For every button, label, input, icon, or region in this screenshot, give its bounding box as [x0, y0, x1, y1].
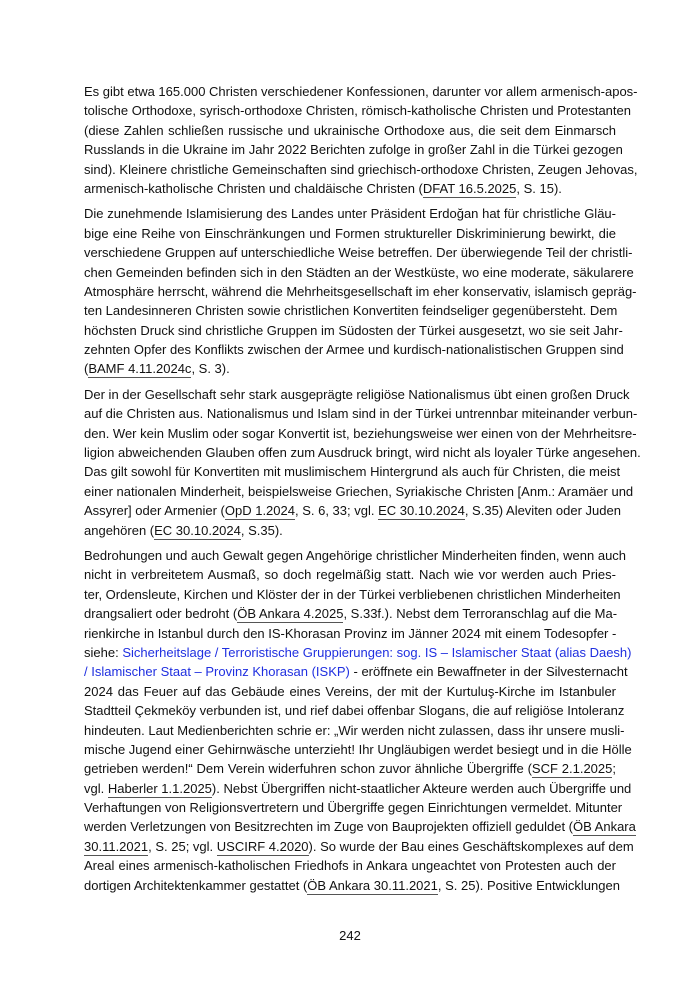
text-segment: mische Jugend einer Gehirnwäsche unterzieht! Ihr Ungläubigen werdet besiegt und in die Hölle: [84, 741, 632, 757]
text-segment: getrieben werden!“ Dem Verein widerfuhren schon zuvor ähnliche Übergriffe (: [84, 761, 532, 777]
cross-reference-link[interactable]: Sicherheitslage / Terroristische Gruppierungen: sog. IS – Islamischer Staat (alias Daesh): [122, 644, 632, 660]
text-segment: Die zunehmende Islamisierung des Landes unter Präsident Erdoğan hat für christliche Gläu-: [84, 206, 616, 222]
text-segment: sind). Kleinere christliche Gemeinschaften sind griechisch-orthodoxe Christen, Zeugen Jehovas,: [84, 161, 638, 177]
text-line: [84, 701, 625, 720]
text-line: [84, 321, 623, 340]
citation-link[interactable]: 30.11.2021: [84, 838, 149, 854]
text-line: [84, 462, 621, 481]
text-line: [84, 521, 616, 540]
text-line: [84, 101, 631, 120]
cross-reference-link[interactable]: / Islamischer Staat – Provinz Khorasan (ISKP): [84, 664, 350, 680]
paragraph: [84, 204, 637, 379]
text-line: [84, 721, 625, 740]
text-segment: siehe:: [84, 644, 123, 660]
text-segment: Russlands in die Ukraine im Jahr 2022 Berichten zufolge in großer Zahl in die Türkei gezogen: [84, 142, 623, 158]
text-segment: dortigen Architektenkammer gestattet (: [84, 877, 308, 893]
citation-link[interactable]: BAMF 4.11.2024c: [88, 361, 192, 377]
text-segment: hindeuten. Laut Medienberichten schrie er: „Wir werden nicht zulassen, dass ihr unsere musli-: [84, 722, 625, 738]
citation-link[interactable]: DFAT 16.5.2025: [422, 180, 517, 196]
text-segment: , S.35) Aleviten oder Juden: [464, 503, 621, 519]
text-segment: Areal eines armenisch-katholischen Friedhofs in Ankara ungeachtet von Protesten auch der: [84, 858, 616, 874]
text-segment: ). Nebst Übergriffen nicht-staatlicher Akteure werden auch Übergriffe und: [211, 780, 632, 796]
text-segment: armenisch-katholische Christen und chaldäische Christen (: [84, 180, 423, 196]
text-segment: bige eine Reihe von Einschränkungen und Formen struktureller Diskriminierung bewirkt, die: [84, 225, 616, 241]
text-segment: Bedrohungen und auch Gewalt gegen Angehörige christlicher Minderheiten finden, wenn auch: [84, 547, 627, 563]
citation-link[interactable]: EC 30.10.2024: [378, 503, 465, 519]
text-segment: höchsten Druck sind christliche Gruppen im Südosten der Türkei ausgesetzt, wo sie seit Jahr-: [84, 322, 623, 338]
text-line: [84, 404, 638, 423]
text-segment: nicht in verbreitetem Ausmaß, so doch regelmäßig statt. Nach wie vor werden auch Pries-: [84, 567, 616, 583]
text-segment: Es gibt etwa 165.000 Christen verschiedener Konfessionen, darunter vor allem armenisch-apos-: [84, 84, 638, 99]
text-line: [84, 301, 616, 320]
text-line: [84, 282, 637, 301]
text-line: [84, 224, 616, 243]
text-line: [84, 856, 616, 875]
text-segment: (: [84, 361, 89, 377]
text-line: [84, 546, 627, 565]
paragraph: [84, 546, 636, 895]
text-line: [84, 243, 633, 262]
text-segment: , S.35).: [240, 522, 283, 538]
citation-link[interactable]: EC 30.10.2024: [154, 522, 241, 538]
text-line: [84, 876, 620, 895]
text-line: [84, 385, 630, 404]
text-segment: zehnten Opfer des Konflikts zwischen der Armee und kurdisch-nationalistischen Gruppen sind: [84, 342, 624, 358]
citation-link[interactable]: ÖB Ankara: [573, 819, 636, 835]
text-segment: drangsaliert oder bedroht (: [84, 606, 238, 622]
text-line: [84, 121, 616, 140]
text-segment: , S. 6, 33; vgl.: [294, 503, 379, 519]
text-line: [84, 662, 628, 681]
text-line: [84, 340, 624, 359]
text-line: [84, 759, 616, 778]
text-line: [84, 585, 621, 604]
text-segment: , S. 25; vgl.: [148, 838, 217, 854]
text-segment: chen Gemeinden befinden sich in den Städten an der Westküste, wo eine moderate, säkularere: [84, 264, 634, 280]
text-line: [84, 482, 634, 501]
paragraph: [84, 82, 638, 198]
text-segment: werden Verletzungen von Besitzrechten im Zuge von Bauprojekten offiziell geduldet (: [84, 819, 573, 835]
text-segment: , S.33f.). Nebst dem Terroranschlag auf die Ma-: [343, 606, 618, 622]
text-line: [84, 817, 636, 836]
text-segment: (diese Zahlen schließen russische und ukrainische Orthodoxe aus, die seit dem Einmarsch: [84, 122, 616, 138]
text-segment: vgl.: [84, 780, 108, 796]
text-line: [84, 837, 634, 856]
text-segment: ligion abweichenden Glauben offen zum Ausdruck bringt, wird nicht als loyaler Türke angesehen.: [84, 445, 641, 461]
text-line: [84, 604, 616, 623]
text-segment: einer nationalen Minderheit, beispielsweise Griechen, Syriakische Christen [Anm.: Aramäer und: [84, 483, 634, 499]
text-segment: Verhaftungen von Religionsvertretern und Übergriffe gegen Einrichtungen vermeldet. Mitunter: [84, 800, 623, 816]
text-segment: Das gilt sowohl für Konvertiten mit muslimischem Hintergrund als auch für Christen, die meist: [84, 464, 621, 480]
text-line: [84, 798, 623, 817]
text-line: [84, 501, 621, 520]
text-segment: auf die Christen aus. Nationalismus und Islam sind in der Türkei untrennbar miteinander verbun-: [84, 406, 638, 422]
text-segment: Stadtteil Çekmeköy verbunden ist, und rief dabei offenbar Slogans, die auf religiöse Intoleranz: [84, 703, 625, 719]
text-line: [84, 443, 641, 462]
text-line: [84, 740, 632, 759]
citation-link[interactable]: ÖB Ankara 30.11.2021: [307, 877, 438, 893]
text-line: [84, 179, 616, 198]
paragraph: [84, 385, 641, 540]
text-line: [84, 140, 623, 159]
text-segment: rienkirche in Istanbul durch den IS-Khorasan Provinz im Jänner 2024 mit einem Todesopfer -: [84, 625, 617, 641]
text-segment: Assyrer] oder Armenier (: [84, 503, 225, 519]
text-line: [84, 779, 632, 798]
text-line: [84, 263, 634, 282]
text-segment: tolische Orthodoxe, syrisch-orthodoxe Christen, römisch-katholische Christen und Protestanten: [84, 103, 631, 119]
text-segment: den. Wer kein Muslim oder sogar Konvertit ist, beziehungsweise wer einen von der Mehrheitsre-: [84, 425, 637, 441]
text-line: [84, 160, 638, 179]
page-number: 242: [339, 928, 361, 943]
text-segment: , S. 3).: [191, 361, 230, 377]
text-line: [84, 624, 616, 643]
text-segment: ter, Ordensleute, Kirchen und Klöster der in der Türkei verbliebenen christlichen Minderheiten: [84, 586, 621, 602]
text-segment: - eröffnete ein Bewaffneter in der Silvesternacht: [349, 664, 628, 680]
text-segment: ten Landesinneren Christen sowie christlichen Konvertiten feindseliger gegenübersteht. Dem: [84, 303, 618, 319]
citation-link[interactable]: OpD 1.2024: [224, 503, 295, 519]
text-line: [84, 643, 632, 662]
text-segment: 2024 das Feuer auf das Gebäude eines Vereins, der mit der Kurtuluş-Kirche im Istanbuler: [84, 683, 616, 699]
text-line: [84, 424, 637, 443]
text-segment: ;: [612, 761, 617, 777]
text-segment: Atmosphäre herrscht, während die Mehrheitsgesellschaft im eher konservativ, islamisch gepräg-: [84, 283, 637, 299]
text-segment: angehören (: [84, 522, 155, 538]
text-segment: verschiedene Gruppen auf unterschiedliche Weise betreffen. Der überwiegende Teil der christli-: [84, 245, 633, 261]
text-segment: Der in der Gesellschaft sehr stark ausgeprägte religiöse Nationalismus übt einen großen Druck: [84, 386, 630, 402]
text-segment: , S. 15).: [516, 180, 562, 196]
document-body: [84, 82, 641, 901]
text-line: [84, 682, 616, 701]
text-segment: , S. 25). Positive Entwicklungen: [437, 877, 620, 893]
citation-link[interactable]: USCIRF 4.2020: [216, 838, 309, 854]
text-segment: ). So wurde der Bau eines Geschäftskomplexes auf dem: [308, 838, 634, 854]
text-line: [84, 204, 616, 223]
citation-link[interactable]: Haberler 1.1.2025: [107, 780, 212, 796]
text-line: [84, 82, 638, 101]
citation-link[interactable]: SCF 2.1.2025: [531, 761, 613, 777]
citation-link[interactable]: ÖB Ankara 4.2025: [237, 606, 344, 622]
text-line: [84, 565, 616, 584]
text-line: [84, 359, 616, 378]
